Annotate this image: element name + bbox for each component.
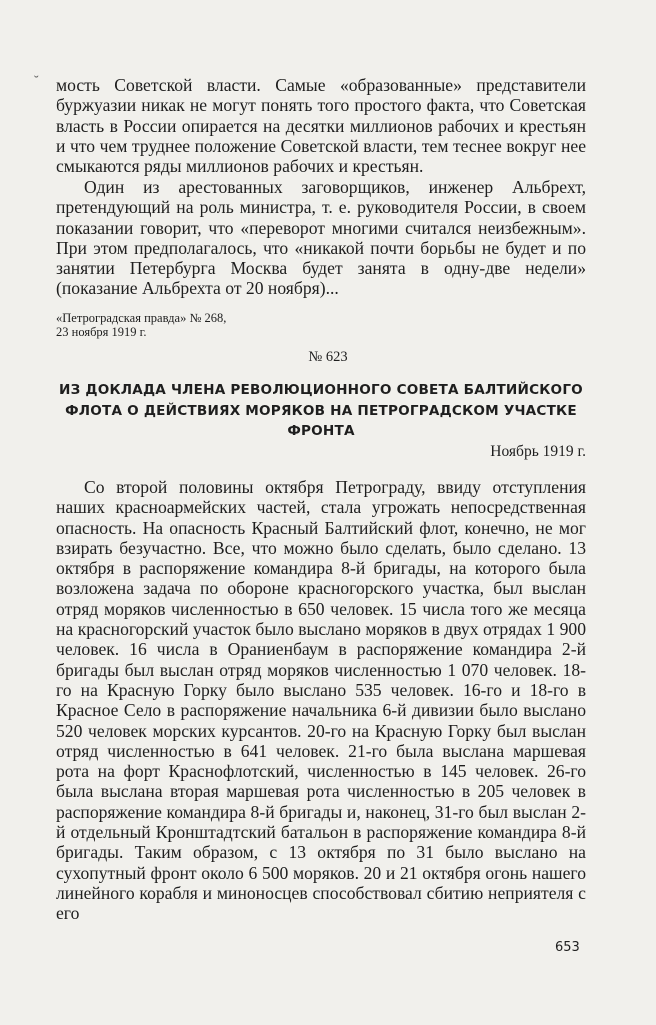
- source-note: «Петроградская правда» № 268, 23 ноября 1919 г.: [56, 311, 227, 339]
- document-number: № 623: [308, 349, 348, 365]
- paragraph-continuation: мость Советской власти. Самые «образованные» представители буржуазии никак не могут понять того простого факта, что Советская власть в России опирается на десятки миллионов рабочих и крестьян и что чем труднее положение Советской власти, тем теснее вокруг нее смыкаются ряды миллионов рабочих и крестьян.: [56, 75, 586, 177]
- page-number: 653: [555, 940, 580, 955]
- document-date: Ноябрь 1919 г.: [490, 443, 586, 460]
- margin-mark: ˘: [34, 74, 39, 89]
- paragraph-albrecht: Один из арестованных заговорщиков, инженер Альбрехт, претендующий на роль министра, т. е. руководителя России, в своем показании говорит, что «переворот многими считался неизбежным». При этом предполагалось, что «никакой почти борьбы не будет и по занятии Петербурга Москва будет занята в одну-две недели» (показание Альбрехта от 20 ноября)...: [56, 177, 586, 299]
- report-body: Со второй половины октября Петрограду, ввиду отступления наших красноармейских частей, стала угрожать непосредственная опасность. На опасность Красный Балтийский флот, конечно, не мог взирать безучастно. Все, что можно было сделать, было сделано. 13 октября в распоряжение командира 8-й бригады, на которого была возложена задача по обороне красногорского участка, был выслан отряд моряков численностью в 650 человек. 15 числа того же месяца на красногорский участок было выслано моряков в двух отрядах 1 900 человек. 16 числа в Ораниенбаум в распоряжение командира 2-й бригады был выслан отряд моряков численностью 1 070 человек. 18-го на Красную Горку было выслано 535 человек. 16-го и 18-го в Красное Село в распоряжение начальника 6-й дивизии было выслано 520 человек морских курсантов. 20-го на Красную Горку был выслан отряд численностью в 641 человек. 21-го была выслана маршевая рота на форт Краснофлотский, численностью в 145 человек. 26-го была выслана вторая маршевая рота численностью в 205 человек в распоряжение командира 8-й бригады и, наконец, 31-го был выслан 2-й отдельный Кронштадтский батальон в распоряжение командира 8-й бригады. Таким образом, с 13 октября по 31 было выслано на сухопутный фронт около 6 500 моряков. 20 и 21 октября огонь нашего линейного корабля и миноносцев способствовал сбитию неприятеля с его: [56, 477, 586, 924]
- document-heading: ИЗ ДОКЛАДА ЧЛЕНА РЕВОЛЮЦИОННОГО СОВЕТА БАЛТИЙСКОГО ФЛОТА О ДЕЙСТВИЯХ МОРЯКОВ НА ПЕТРОГРАДСКОМ УЧАСТКЕ ФРОНТА: [59, 382, 583, 439]
